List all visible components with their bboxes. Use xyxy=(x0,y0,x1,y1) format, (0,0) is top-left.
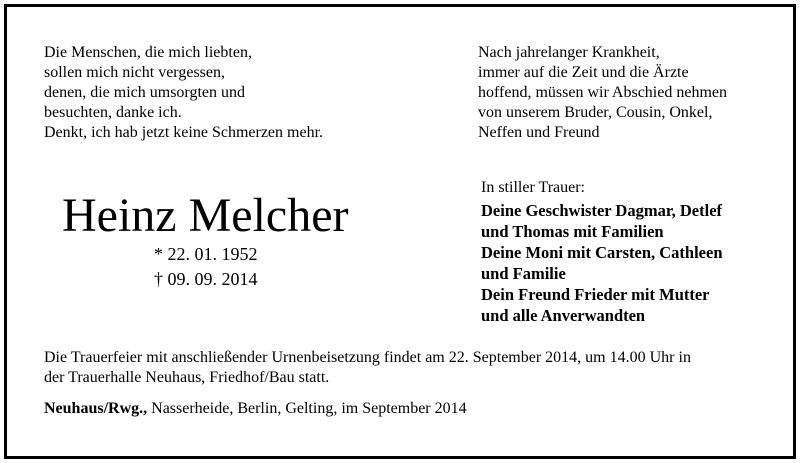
poem-right-line: Neffen und Freund xyxy=(478,124,600,141)
poem-left-line: denen, die mich umsorgten und xyxy=(44,84,245,101)
place-rest: Nasserheide, Berlin, Gelting, im September 2014 xyxy=(147,400,467,417)
mourner-line: und alle Anverwandten xyxy=(481,306,646,325)
place-bold: Neuhaus/Rwg., xyxy=(44,400,148,417)
poem-left-line: Die Menschen, die mich liebten, xyxy=(44,44,252,61)
funeral-line: der Trauerhalle Neuhaus, Friedhof/Bau statt. xyxy=(44,369,330,386)
poem-left-line: Denkt, ich hab jetzt keine Schmerzen mehr. xyxy=(44,124,324,141)
mourner-line: und Thomas mit Familien xyxy=(481,222,664,241)
mourner-line: Deine Geschwister Dagmar, Detlef xyxy=(481,201,723,220)
mourning-intro: In stiller Trauer: xyxy=(481,179,585,196)
poem-right-line: hoffend, müssen wir Abschied nehmen xyxy=(478,84,727,101)
deceased-name: Heinz Melcher xyxy=(62,189,349,242)
life-dates xyxy=(154,242,258,292)
funeral-line: Die Trauerfeier mit anschließender Urnenbeisetzung findet am 22. September 2014, um 14.00 Uhr in xyxy=(44,349,691,366)
poem-left xyxy=(44,43,323,143)
mourner-line: Dein Freund Frieder mit Mutter xyxy=(481,285,710,304)
place-and-date xyxy=(44,399,467,419)
mourners-list xyxy=(481,200,723,326)
birth-date: * 22. 01. 1952 xyxy=(154,244,258,264)
poem-left-line: besuchten, danke ich. xyxy=(44,104,182,121)
mourner-line: Deine Moni mit Carsten, Cathleen xyxy=(481,243,723,262)
poem-left-line: sollen mich nicht vergessen, xyxy=(44,64,225,81)
poem-right-line: immer auf die Zeit und die Ärzte xyxy=(478,64,689,81)
funeral-notice xyxy=(44,348,691,388)
mourner-line: und Familie xyxy=(481,264,566,283)
poem-right-line: Nach jahrelanger Krankheit, xyxy=(478,44,660,61)
poem-right xyxy=(478,43,727,143)
poem-right-line: von unserem Bruder, Cousin, Onkel, xyxy=(478,104,713,121)
death-date: † 09. 09. 2014 xyxy=(154,269,258,289)
